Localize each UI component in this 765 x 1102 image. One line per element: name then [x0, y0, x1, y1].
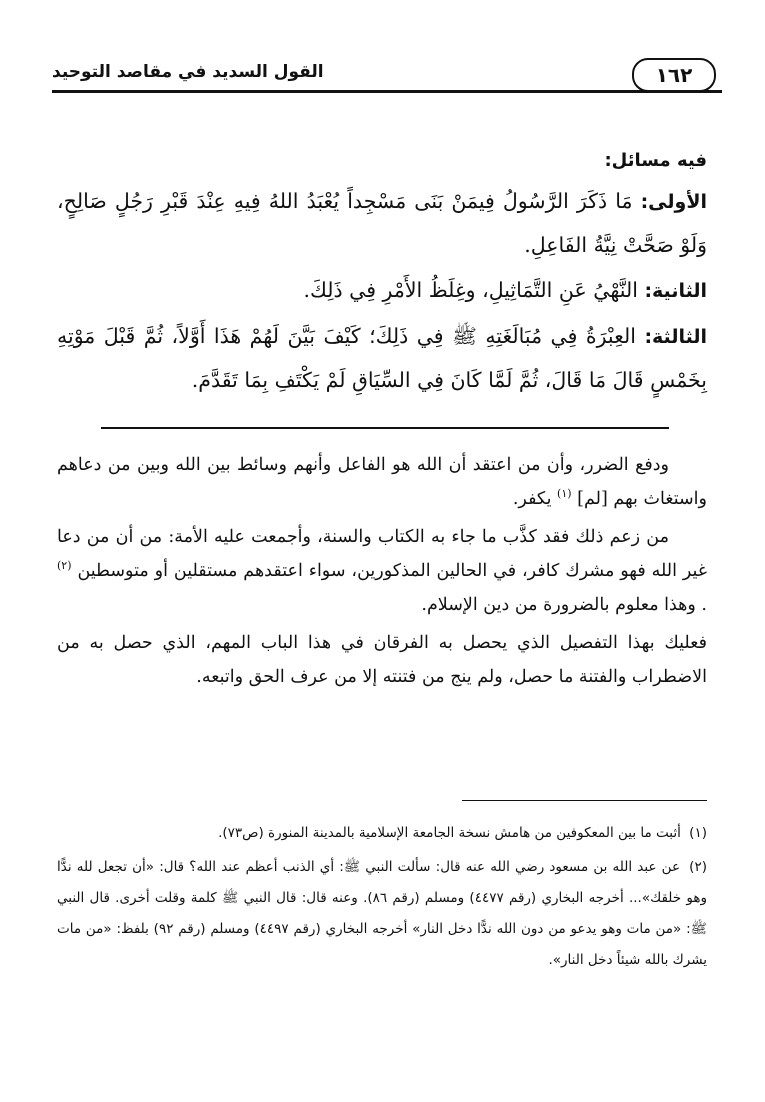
issue-first — [57, 180, 707, 267]
paragraph — [57, 626, 707, 694]
paragraph-text: . وهذا معلوم بالضرورة من دين الإسلام. — [421, 595, 707, 615]
issue-text: العِبْرَةُ فِي مُبَالَغَتِهِ ﷺ فِي ذَلِكَ؛ كَيْفَ بَيَّنَ لَهُمْ هَذَا أَوَّلاً، ثُمَّ قَبْلَ مَوْتِهِ بِخَمْسٍ قَالَ مَا قَالَ، ثُمَّ لَمَّا كَانَ فِي السِّيَاقِ لَمْ يَكْتَفِ بِمَا تَقَدَّمَ. — [57, 324, 707, 392]
footnote-divider — [462, 800, 707, 801]
page-header — [52, 56, 722, 96]
page-number-badge: ١٦٢ — [632, 58, 716, 92]
footnote-number: (١) — [689, 825, 707, 841]
paragraph — [57, 520, 707, 622]
book-title: القول السديد في مقاصد التوحيد — [52, 62, 324, 82]
paragraph-text: يكفر. — [512, 489, 552, 509]
header-divider — [52, 90, 722, 93]
footnote-ref[interactable]: (١) — [557, 487, 572, 501]
footnote-ref[interactable]: (٢) — [57, 559, 72, 573]
paragraph-text: ودفع الضرر، وأن من اعتقد أن الله هو الفاعل وأنهم وسائط بين الله وبين من دعاهم واستغاث بهم [لم] — [57, 455, 707, 509]
paragraph-text: فعليك بهذا التفصيل الذي يحصل به الفرقان في هذا الباب المهم، الذي حصل به من الاضطراب والفتنة ما حصل، ولم ينج من فتنته إلا من عرف الحق واتبعه. — [57, 633, 707, 687]
footnote-2 — [57, 852, 707, 976]
main-text — [57, 448, 707, 698]
issue-text: مَا ذَكَرَ الرَّسُولُ فِيمَنْ بَنَى مَسْجِداً يُعْبَدُ اللهُ فِيهِ عِنْدَ قَبْرِ رَجُلٍ صَالِحٍ، وَلَوْ صَحَّتْ نِيَّةُ الفَاعِلِ. — [57, 189, 707, 257]
paragraph-text: من زعم ذلك فقد كذَّب ما جاء به الكتاب والسنة، وأجمعت عليه الأمة: من أن من دعا غير الله فهو مشرك كافر، في الحالين المذكورين، سواء اعتقدهم مستقلين أو متوسطين — [57, 527, 707, 581]
issue-label: الأولى: — [640, 191, 707, 213]
footnotes — [57, 818, 707, 979]
section-divider — [101, 427, 669, 429]
issue-text: النَّهْيُ عَنِ التَّمَاثِيلِ، وغِلَظُ الأَمْرِ فِي ذَلِكَ. — [303, 278, 638, 302]
issue-second — [57, 269, 707, 313]
issue-label: الثانية: — [644, 280, 707, 302]
footnote-1 — [57, 818, 707, 849]
footnote-text: أثبت ما بين المعكوفين من هامش نسخة الجامعة الإسلامية بالمدينة المنورة (ص٧٣). — [218, 825, 681, 841]
paragraph — [57, 448, 707, 516]
footnote-text: عن عبد الله بن مسعود رضي الله عنه قال: سألت النبي ﷺ: أي الذنب أعظم عند الله؟ قال: «أن تجعل لله ندًّا وهو خلقك»... أخرجه البخاري (رقم ٤٤٧٧) ومسلم (رقم ٨٦). وعنه قال: قال النبي ﷺ كلمة وقلت أخرى. قال النبي ﷺ: «من مات وهو يدعو من دون الله ندًّا دخل النار» أخرجه البخاري (رقم ٤٤٩٧) ومسلم (رقم ٩٢) بلفظ: «من مات يشرك بالله شيئاً دخل النار». — [57, 859, 707, 968]
issue-label: الثالثة: — [644, 326, 707, 348]
footnote-number: (٢) — [689, 859, 707, 875]
issues-list — [57, 180, 707, 404]
issues-heading: فيه مسائل: — [604, 150, 707, 171]
issue-third — [57, 315, 707, 402]
